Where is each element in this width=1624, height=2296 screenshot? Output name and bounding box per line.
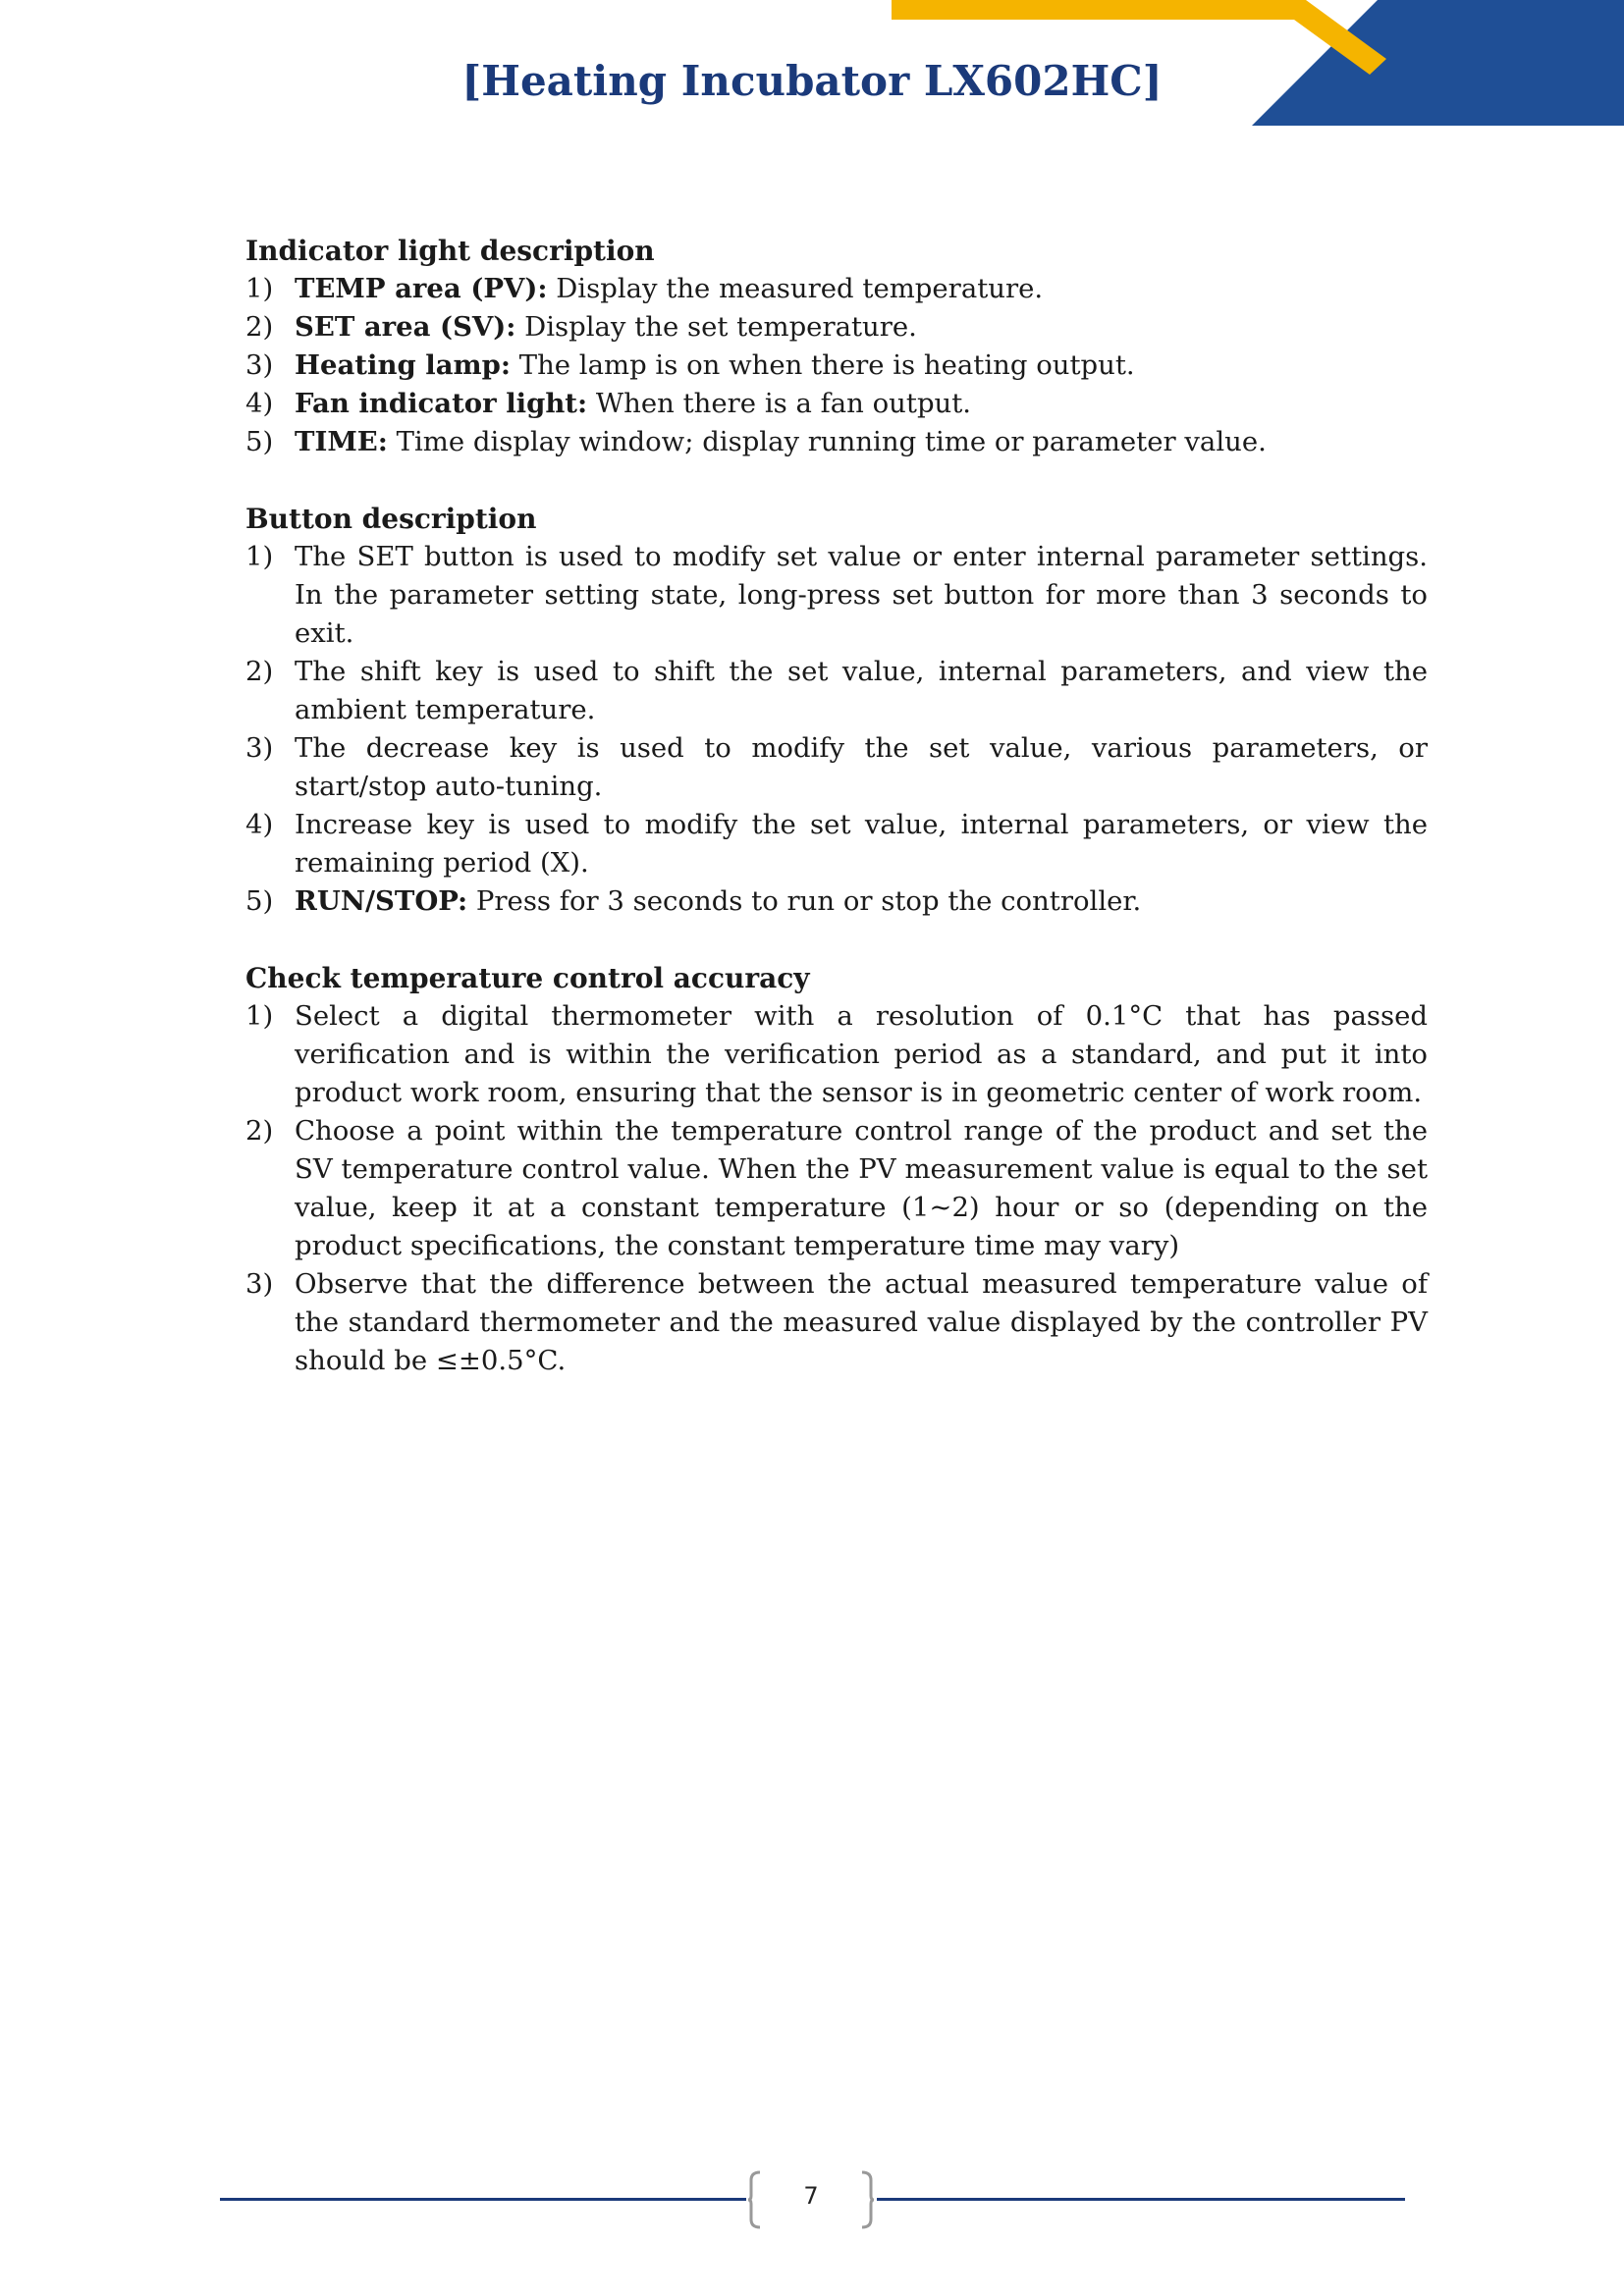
list-item-description: The lamp is on when there is heating output. <box>511 349 1135 381</box>
list-item-label: TIME: <box>295 426 388 457</box>
list-item-description: The SET button is used to modify set value or enter internal parameter settings. In the parameter setting state, long-press set button for more than 3 seconds to exit. <box>295 541 1428 649</box>
numbered-list <box>245 270 1428 461</box>
page-number: 7 <box>803 2182 819 2210</box>
list-item <box>245 997 1428 1112</box>
list-item-description: Time display window; display running time or parameter value. <box>387 426 1267 457</box>
list-item-description: Display the measured temperature. <box>547 273 1044 304</box>
list-item <box>245 385 1428 423</box>
section-heading: Button description <box>245 503 537 535</box>
list-item <box>245 729 1428 806</box>
list-item-number: 2) <box>245 656 274 687</box>
footer-rule-right <box>877 2198 1405 2201</box>
list-item-description: The decrease key is used to modify the set value, various parameters, or start/stop auto-tuning. <box>295 732 1428 802</box>
list-item-text <box>295 806 1428 882</box>
list-item-description: Select a digital thermometer with a resolution of 0.1°C that has passed verification and is within the verification period as a standard, and put it into product work room, ensuring that the sensor is in geometric center of work room. <box>295 1000 1428 1108</box>
list-item <box>245 270 1428 308</box>
list-item-text <box>295 882 1428 921</box>
list-item-text <box>295 347 1428 385</box>
list-item-number: 1) <box>245 1000 274 1032</box>
list-item-number: 1) <box>245 541 274 572</box>
list-item-number: 2) <box>245 311 274 343</box>
document-title: [Heating Incubator LX602HC] <box>461 57 1163 105</box>
list-item-number: 5) <box>245 426 274 457</box>
list-item-description: Choose a point within the temperature control range of the product and set the SV temperature control value. When the PV measurement value is equal to the set value, keep it at a constant temperature (1~2) hour or so (depending on the product specifications, the constant temperature time may vary) <box>295 1115 1428 1261</box>
list-item-description: Observe that the difference between the actual measured temperature value of the standard thermometer and the measured value displayed by the controller PV should be ≤±0.5°C. <box>295 1268 1428 1376</box>
list-item-text <box>295 729 1428 806</box>
list-item-text <box>295 423 1428 461</box>
right-bracket-icon <box>860 2170 874 2229</box>
list-item-label: Heating lamp: <box>295 349 511 381</box>
section-heading: Indicator light description <box>245 235 655 267</box>
list-item-number: 3) <box>245 732 274 764</box>
list-item <box>245 423 1428 461</box>
list-item <box>245 653 1428 729</box>
list-item-number: 4) <box>245 388 274 419</box>
list-item-text <box>295 1265 1428 1380</box>
document-body <box>245 232 1428 1418</box>
list-item-description: The shift key is used to shift the set value, internal parameters, and view the ambient temperature. <box>295 656 1428 725</box>
numbered-list <box>245 538 1428 921</box>
section-heading: Check temperature control accuracy <box>245 962 810 994</box>
list-item-number: 3) <box>245 349 274 381</box>
list-item-number: 3) <box>245 1268 274 1300</box>
list-item-label: Fan indicator light: <box>295 388 588 419</box>
list-item-text <box>295 385 1428 423</box>
list-item-number: 1) <box>245 273 274 304</box>
list-item-text <box>295 653 1428 729</box>
list-item-label: SET area (SV): <box>295 311 516 343</box>
list-item <box>245 538 1428 653</box>
list-item-label: TEMP area (PV): <box>295 273 548 304</box>
section <box>245 500 1428 921</box>
list-item <box>245 347 1428 385</box>
list-item <box>245 806 1428 882</box>
list-item-text <box>295 308 1428 347</box>
section <box>245 232 1428 461</box>
section <box>245 959 1428 1380</box>
list-item-text <box>295 997 1428 1112</box>
footer-rule-left <box>220 2198 746 2201</box>
list-item <box>245 308 1428 347</box>
list-item <box>245 1265 1428 1380</box>
list-item-description: Increase key is used to modify the set value, internal parameters, or view the remaining period (X). <box>295 809 1428 879</box>
left-bracket-icon <box>748 2170 762 2229</box>
list-item-text <box>295 538 1428 653</box>
list-item-description: Display the set temperature. <box>515 311 917 343</box>
list-item <box>245 1112 1428 1265</box>
list-item-text <box>295 270 1428 308</box>
list-item-description: Press for 3 seconds to run or stop the controller. <box>467 885 1142 917</box>
numbered-list <box>245 997 1428 1380</box>
list-item <box>245 882 1428 921</box>
list-item-text <box>295 1112 1428 1265</box>
list-item-number: 5) <box>245 885 274 917</box>
page-footer <box>0 2164 1624 2233</box>
list-item-description: When there is a fan output. <box>587 388 972 419</box>
list-item-number: 4) <box>245 809 274 840</box>
list-item-label: RUN/STOP: <box>295 885 468 917</box>
list-item-number: 2) <box>245 1115 274 1147</box>
